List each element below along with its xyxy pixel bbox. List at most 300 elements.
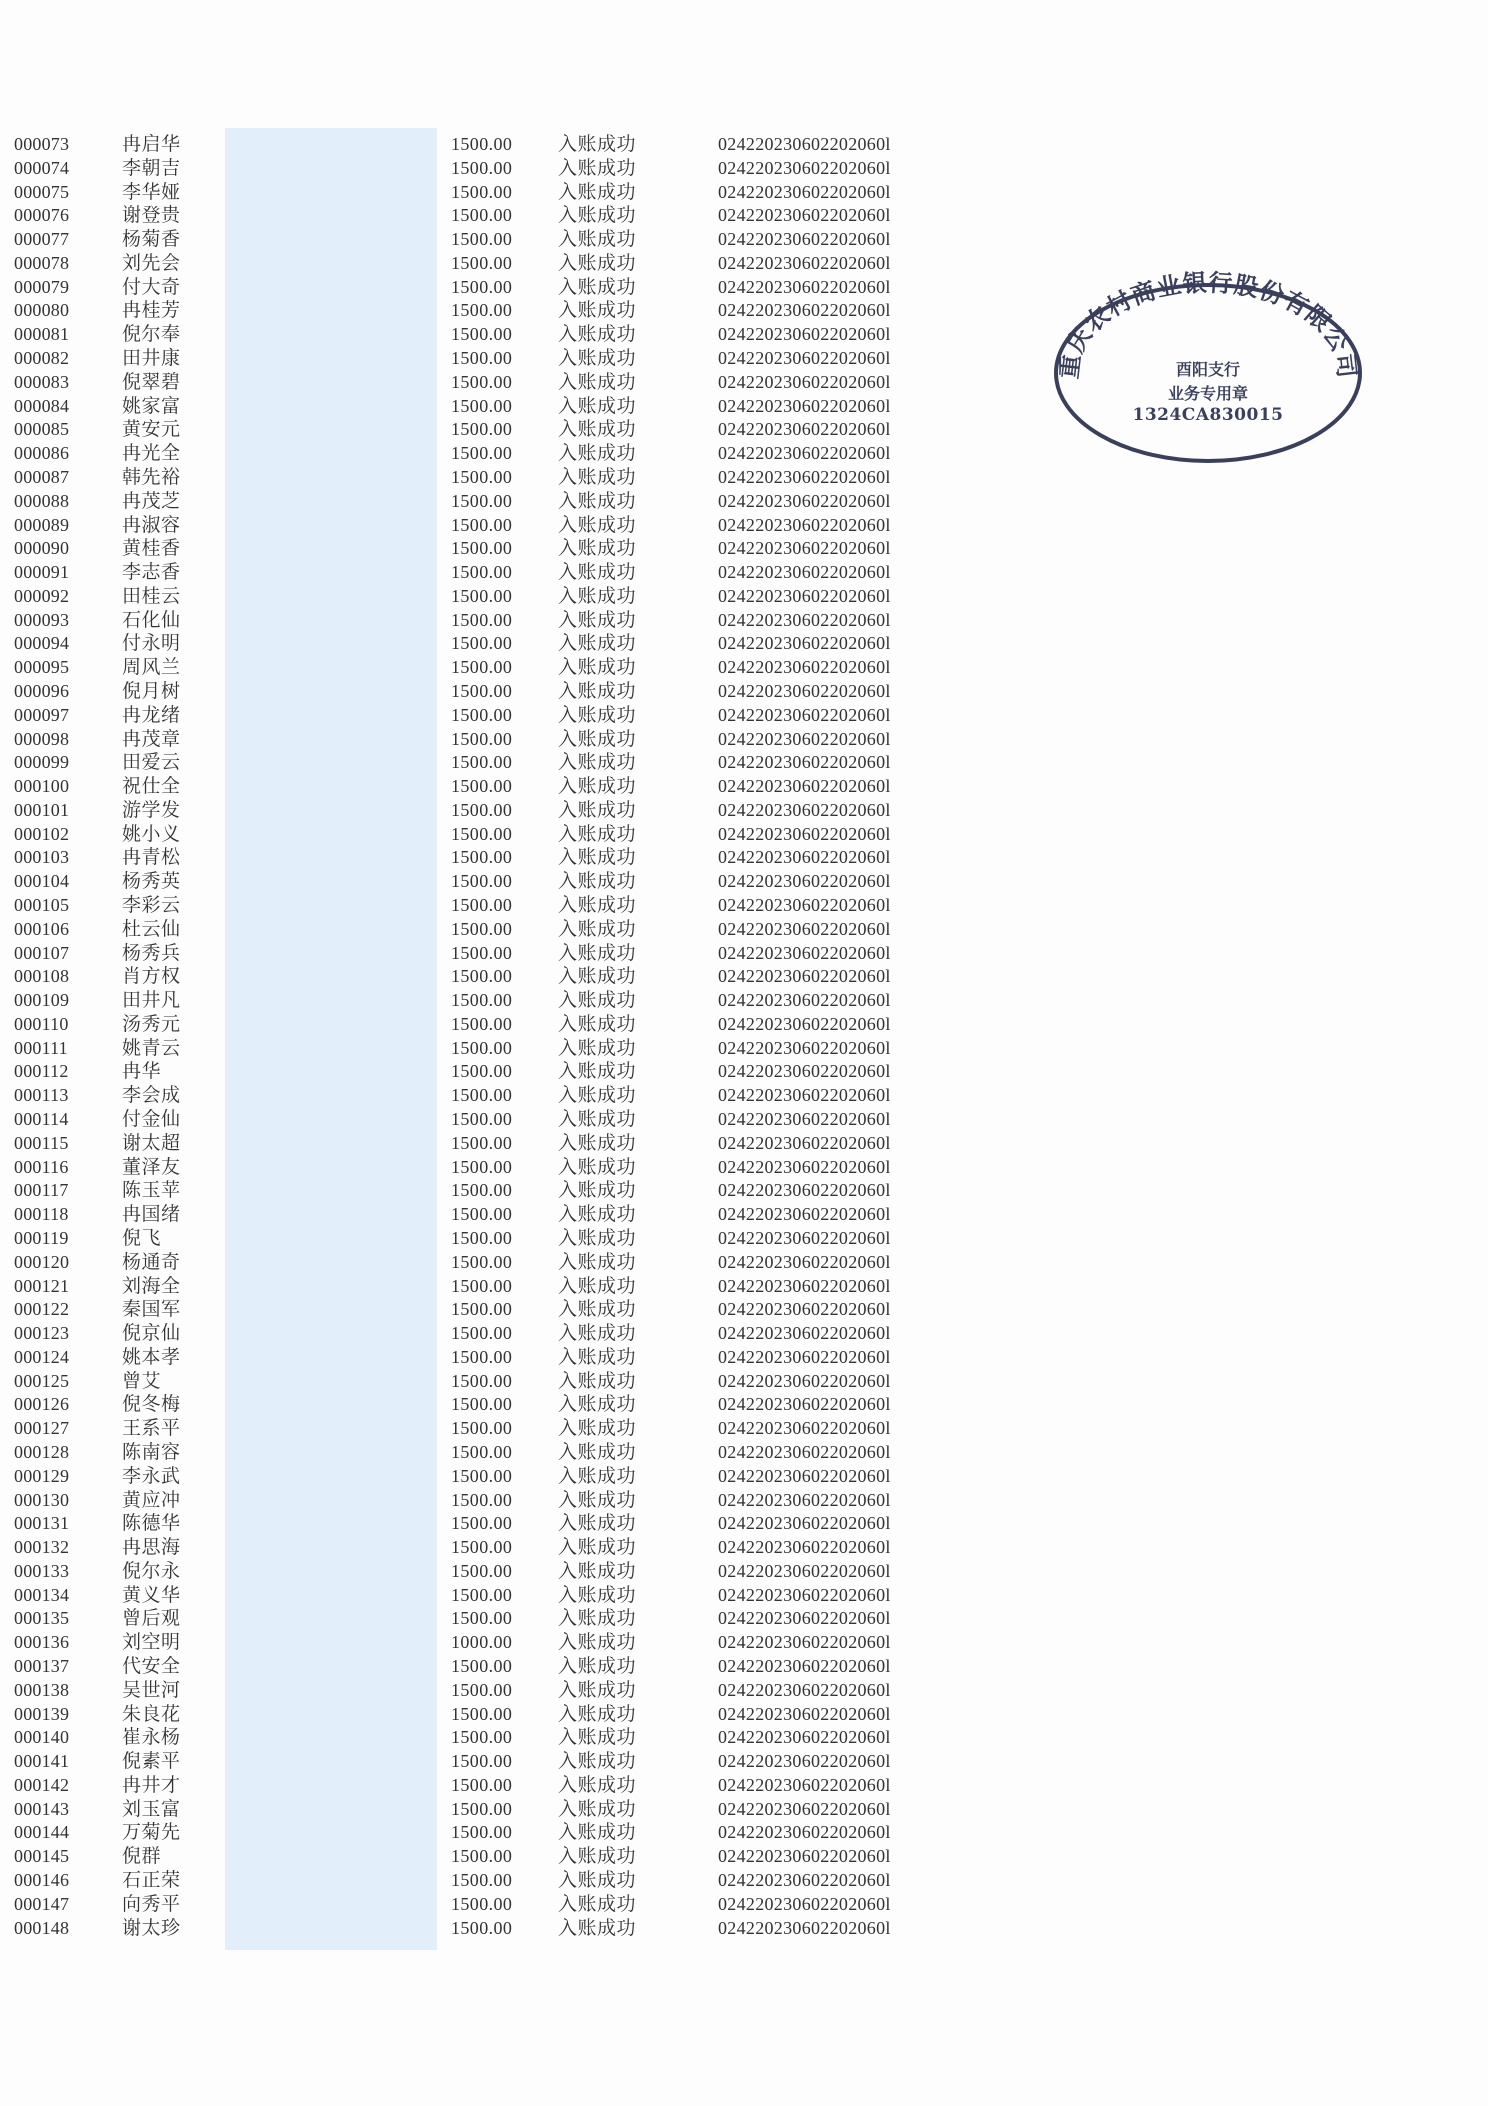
payee-name: 谢太珍 [122, 1916, 181, 1939]
transaction-reference: 024220230602202060l [718, 1917, 891, 1938]
payee-name: 杨秀兵 [122, 941, 181, 964]
payee-name: 黄应冲 [122, 1488, 181, 1511]
payment-status: 入账成功 [558, 751, 637, 774]
payment-status: 入账成功 [558, 1274, 637, 1297]
payment-status: 入账成功 [558, 989, 637, 1012]
transaction-reference: 024220230602202060l [718, 1085, 891, 1106]
record-number: 000111 [14, 1037, 68, 1058]
payment-status: 入账成功 [558, 513, 637, 536]
table-row [0, 181, 1488, 205]
payee-name: 万菊先 [122, 1821, 181, 1844]
payment-status: 入账成功 [558, 1440, 637, 1463]
record-number: 000080 [14, 300, 70, 321]
payment-amount: 1500.00 [451, 609, 513, 630]
payment-amount: 1500.00 [451, 1727, 513, 1748]
payee-name: 陈南容 [122, 1440, 181, 1463]
record-number: 000100 [14, 776, 70, 797]
payment-amount: 1500.00 [451, 443, 513, 464]
transaction-reference: 024220230602202060l [718, 1037, 891, 1058]
payment-status: 入账成功 [558, 1179, 637, 1202]
payee-name: 黄桂香 [122, 537, 181, 560]
transaction-reference: 024220230602202060l [718, 918, 891, 939]
payee-name: 朱良花 [122, 1702, 181, 1725]
transaction-reference: 024220230602202060l [718, 276, 891, 297]
table-row [0, 1655, 1488, 1679]
transaction-reference: 024220230602202060l [718, 1513, 891, 1534]
record-number: 000106 [14, 918, 70, 939]
payee-name: 田井凡 [122, 989, 181, 1012]
record-number: 000089 [14, 514, 70, 535]
transaction-reference: 024220230602202060l [718, 942, 891, 963]
table-row [0, 1251, 1488, 1275]
table-row [0, 537, 1488, 561]
payment-status: 入账成功 [558, 1226, 637, 1249]
payee-name: 韩先裕 [122, 465, 181, 488]
table-row [0, 656, 1488, 680]
record-number: 000076 [14, 205, 70, 226]
table-row [0, 1275, 1488, 1299]
transaction-reference: 024220230602202060l [718, 419, 891, 440]
record-number: 000087 [14, 466, 70, 487]
record-number: 000133 [14, 1560, 70, 1581]
payment-status: 入账成功 [558, 679, 637, 702]
payee-name: 杨秀英 [122, 870, 181, 893]
payee-name: 刘玉富 [122, 1797, 181, 1820]
table-row [0, 751, 1488, 775]
payment-amount: 1500.00 [451, 1608, 513, 1629]
payment-amount: 1500.00 [451, 1204, 513, 1225]
transaction-reference: 024220230602202060l [718, 1537, 891, 1558]
table-row [0, 942, 1488, 966]
table-row [0, 204, 1488, 228]
payment-amount: 1500.00 [451, 562, 513, 583]
payee-name: 石正荣 [122, 1869, 181, 1892]
payment-amount: 1500.00 [451, 1251, 513, 1272]
payment-status: 入账成功 [558, 822, 637, 845]
record-number: 000134 [14, 1584, 70, 1605]
payment-amount: 1500.00 [451, 1584, 513, 1605]
table-row [0, 1203, 1488, 1227]
record-number: 000121 [14, 1275, 70, 1296]
table-row [0, 228, 1488, 252]
payment-amount: 1500.00 [451, 1180, 513, 1201]
payment-amount: 1500.00 [451, 1275, 513, 1296]
payment-amount: 1500.00 [451, 776, 513, 797]
payment-status: 入账成功 [558, 727, 637, 750]
payee-name: 田桂云 [122, 584, 181, 607]
record-number: 000081 [14, 324, 70, 345]
table-row [0, 585, 1488, 609]
table-row [0, 1703, 1488, 1727]
payee-name: 周风兰 [122, 656, 181, 679]
record-number: 000141 [14, 1751, 70, 1772]
payment-amount: 1500.00 [451, 942, 513, 963]
record-number: 000099 [14, 752, 70, 773]
table-row [0, 1108, 1488, 1132]
payee-name: 倪月树 [122, 679, 181, 702]
table-row [0, 775, 1488, 799]
table-row [0, 1893, 1488, 1917]
table-row [0, 846, 1488, 870]
payment-amount: 1500.00 [451, 633, 513, 654]
transaction-reference: 024220230602202060l [718, 205, 891, 226]
payment-amount: 1500.00 [451, 1870, 513, 1891]
table-row [0, 1726, 1488, 1750]
transaction-reference: 024220230602202060l [718, 1013, 891, 1034]
payment-amount: 1500.00 [451, 134, 513, 154]
record-number: 000144 [14, 1822, 70, 1843]
payee-name: 田爱云 [122, 751, 181, 774]
transaction-reference: 024220230602202060l [718, 395, 891, 416]
payment-status: 入账成功 [558, 656, 637, 679]
payment-status: 入账成功 [558, 1512, 637, 1535]
record-number: 000109 [14, 990, 70, 1011]
transaction-reference: 024220230602202060l [718, 704, 891, 725]
payment-status: 入账成功 [558, 1417, 637, 1440]
table-row [0, 823, 1488, 847]
table-row [0, 1631, 1488, 1655]
record-number: 000084 [14, 395, 70, 416]
seal-bank-name: 重庆农村商业银行股份有限公司 [1054, 267, 1362, 381]
payment-amount: 1500.00 [451, 657, 513, 678]
transaction-reference: 024220230602202060l [718, 680, 891, 701]
table-row [0, 1298, 1488, 1322]
payment-amount: 1500.00 [451, 918, 513, 939]
record-number: 000102 [14, 823, 70, 844]
transaction-reference: 024220230602202060l [718, 1180, 891, 1201]
payment-status: 入账成功 [558, 870, 637, 893]
transaction-reference: 024220230602202060l [718, 1441, 891, 1462]
payment-amount: 1500.00 [451, 990, 513, 1011]
transaction-reference: 024220230602202060l [718, 1465, 891, 1486]
transaction-reference: 024220230602202060l [718, 1679, 891, 1700]
payment-amount: 1500.00 [451, 1489, 513, 1510]
record-number: 000112 [14, 1061, 69, 1082]
payment-amount: 1500.00 [451, 181, 513, 202]
payment-status: 入账成功 [558, 1678, 637, 1701]
payee-name: 李朝吉 [122, 156, 181, 179]
payment-amount: 1500.00 [451, 680, 513, 701]
payment-amount: 1500.00 [451, 1109, 513, 1130]
record-number: 000085 [14, 419, 70, 440]
payment-amount: 1500.00 [451, 895, 513, 915]
transaction-reference: 024220230602202060l [718, 1251, 891, 1272]
table-row [0, 704, 1488, 728]
payee-name: 杜云仙 [122, 917, 181, 940]
transaction-reference: 024220230602202060l [718, 1299, 891, 1320]
transaction-reference: 024220230602202060l [718, 466, 891, 487]
payment-status: 入账成功 [558, 1322, 637, 1345]
table-row [0, 1227, 1488, 1251]
record-number: 000101 [14, 799, 70, 820]
record-number: 000096 [14, 680, 70, 701]
payee-name: 冉启华 [122, 133, 181, 155]
table-row [0, 870, 1488, 894]
transaction-reference: 024220230602202060l [718, 871, 891, 892]
record-number: 000115 [14, 1132, 69, 1153]
payee-name: 曾艾 [122, 1369, 162, 1392]
payment-amount: 1500.00 [451, 1798, 513, 1819]
transaction-reference: 024220230602202060l [718, 1846, 891, 1867]
payment-amount: 1500.00 [451, 1156, 513, 1177]
payee-name: 倪翠碧 [122, 370, 181, 393]
payment-amount: 1500.00 [451, 799, 513, 820]
transaction-reference: 024220230602202060l [718, 585, 891, 606]
table-row [0, 466, 1488, 490]
payee-name: 杨菊香 [122, 228, 181, 251]
transaction-reference: 024220230602202060l [718, 823, 891, 844]
transaction-reference: 024220230602202060l [718, 1632, 891, 1653]
payee-name: 秦国军 [122, 1298, 181, 1321]
payee-name: 付金仙 [122, 1108, 181, 1131]
payment-status: 入账成功 [558, 418, 637, 441]
transaction-reference: 024220230602202060l [718, 1227, 891, 1248]
payment-status: 入账成功 [558, 632, 637, 655]
payment-amount: 1500.00 [451, 348, 513, 369]
payment-status: 入账成功 [558, 561, 637, 584]
transaction-reference: 024220230602202060l [718, 371, 891, 392]
payment-amount: 1500.00 [451, 324, 513, 345]
payment-status: 入账成功 [558, 1488, 637, 1511]
payment-status: 入账成功 [558, 1203, 637, 1226]
transaction-reference: 024220230602202060l [718, 609, 891, 630]
table-row [0, 680, 1488, 704]
record-number: 000116 [14, 1156, 69, 1177]
record-number: 000129 [14, 1465, 70, 1486]
payment-amount: 1500.00 [451, 1656, 513, 1676]
payment-status: 入账成功 [558, 894, 637, 916]
transaction-reference: 024220230602202060l [718, 348, 891, 369]
table-row [0, 1489, 1488, 1513]
payee-name: 冉桂芳 [122, 299, 181, 322]
payee-name: 冉国绪 [122, 1203, 181, 1226]
payment-status: 入账成功 [558, 584, 637, 607]
transaction-reference: 024220230602202060l [718, 1346, 891, 1367]
table-row [0, 1322, 1488, 1346]
transaction-reference: 024220230602202060l [718, 1656, 891, 1676]
payee-name: 姚家富 [122, 394, 181, 417]
payment-status: 入账成功 [558, 1345, 637, 1368]
record-number: 000130 [14, 1489, 70, 1510]
payee-name: 田井康 [122, 347, 181, 370]
payment-status: 入账成功 [558, 608, 637, 631]
record-number: 000077 [14, 229, 70, 250]
payment-status: 入账成功 [558, 1726, 637, 1749]
payment-amount: 1000.00 [451, 1632, 513, 1653]
payment-amount: 1500.00 [451, 1893, 513, 1914]
transaction-reference: 024220230602202060l [718, 1751, 891, 1772]
payment-status: 入账成功 [558, 1845, 637, 1868]
payment-status: 入账成功 [558, 370, 637, 393]
bank-seal-stamp [1048, 265, 1368, 465]
record-number: 000105 [14, 895, 70, 915]
payment-amount: 1500.00 [451, 1394, 513, 1415]
table-row [0, 1560, 1488, 1584]
transaction-reference: 024220230602202060l [718, 1608, 891, 1629]
payment-amount: 1500.00 [451, 871, 513, 892]
transaction-reference: 024220230602202060l [718, 1798, 891, 1819]
record-number: 000122 [14, 1299, 70, 1320]
payee-name: 黄安元 [122, 418, 181, 441]
record-number: 000142 [14, 1774, 70, 1795]
record-number: 000119 [14, 1227, 69, 1248]
payee-name: 刘先会 [122, 251, 181, 274]
table-row [0, 1512, 1488, 1536]
transaction-reference: 024220230602202060l [718, 1560, 891, 1581]
payee-name: 汤秀元 [122, 1012, 181, 1035]
record-number: 000110 [14, 1013, 69, 1034]
payee-name: 黄义华 [122, 1583, 181, 1606]
transaction-reference: 024220230602202060l [718, 1370, 891, 1391]
payee-name: 代安全 [122, 1655, 181, 1677]
transaction-reference: 024220230602202060l [718, 633, 891, 654]
payee-name: 倪京仙 [122, 1322, 181, 1345]
table-row [0, 1536, 1488, 1560]
payment-status: 入账成功 [558, 465, 637, 488]
payee-name: 倪冬梅 [122, 1393, 181, 1416]
table-row [0, 1845, 1488, 1869]
record-number: 000145 [14, 1846, 70, 1867]
record-number: 000104 [14, 871, 70, 892]
payee-name: 崔永杨 [122, 1726, 181, 1749]
payment-status: 入账成功 [558, 1131, 637, 1154]
payment-status: 入账成功 [558, 442, 637, 465]
transaction-reference: 024220230602202060l [718, 776, 891, 797]
transaction-reference: 024220230602202060l [718, 538, 891, 559]
payee-name: 李彩云 [122, 894, 181, 916]
payment-amount: 1500.00 [451, 538, 513, 559]
record-number: 000090 [14, 538, 70, 559]
payment-status: 入账成功 [558, 1393, 637, 1416]
payment-status: 入账成功 [558, 965, 637, 988]
table-row [0, 1584, 1488, 1608]
payment-status: 入账成功 [558, 1750, 637, 1773]
payee-name: 石化仙 [122, 608, 181, 631]
seal-code: 1324CA830015 [1132, 405, 1284, 425]
record-number: 000143 [14, 1798, 70, 1819]
payee-name: 冉茂芝 [122, 489, 181, 512]
payment-amount: 1500.00 [451, 1441, 513, 1462]
transaction-reference: 024220230602202060l [718, 1418, 891, 1439]
transaction-reference: 024220230602202060l [718, 181, 891, 202]
record-number: 000127 [14, 1418, 70, 1439]
table-row [0, 728, 1488, 752]
table-row [0, 1821, 1488, 1845]
payee-name: 刘海全 [122, 1274, 181, 1297]
payee-name: 付大奇 [122, 275, 181, 298]
table-row [0, 561, 1488, 585]
table-row [0, 1179, 1488, 1203]
payee-name: 姚小义 [122, 822, 181, 845]
payment-status: 入账成功 [558, 228, 637, 251]
transaction-reference: 024220230602202060l [718, 252, 891, 273]
transaction-reference: 024220230602202060l [718, 1061, 891, 1082]
transaction-reference: 024220230602202060l [718, 1156, 891, 1177]
payment-amount: 1500.00 [451, 728, 513, 749]
record-number: 000126 [14, 1394, 70, 1415]
payment-amount: 1500.00 [451, 1299, 513, 1320]
payment-amount: 1500.00 [451, 1465, 513, 1486]
table-row [0, 490, 1488, 514]
payment-status: 入账成功 [558, 1559, 637, 1582]
record-number: 000123 [14, 1323, 70, 1344]
payment-amount: 1500.00 [451, 752, 513, 773]
payment-amount: 1500.00 [451, 823, 513, 844]
transaction-reference: 024220230602202060l [718, 1394, 891, 1415]
table-row [0, 965, 1488, 989]
record-number: 000132 [14, 1537, 70, 1558]
payment-status: 入账成功 [558, 1916, 637, 1939]
record-number: 000097 [14, 704, 70, 725]
table-row [0, 1798, 1488, 1822]
transaction-reference: 024220230602202060l [718, 443, 891, 464]
payment-status: 入账成功 [558, 180, 637, 203]
payment-status: 入账成功 [558, 1607, 637, 1630]
table-row [0, 1037, 1488, 1061]
payment-amount: 1500.00 [451, 466, 513, 487]
payment-amount: 1500.00 [451, 1822, 513, 1843]
seal-purpose: 业务专用章 [1167, 384, 1248, 403]
transaction-reference: 024220230602202060l [718, 799, 891, 820]
transaction-reference: 024220230602202060l [718, 134, 891, 154]
transaction-reference: 024220230602202060l [718, 1870, 891, 1891]
transaction-reference: 024220230602202060l [718, 300, 891, 321]
payment-amount: 1500.00 [451, 1323, 513, 1344]
payment-amount: 1500.00 [451, 1013, 513, 1034]
payment-status: 入账成功 [558, 537, 637, 560]
record-number: 000138 [14, 1679, 70, 1700]
transaction-reference: 024220230602202060l [718, 657, 891, 678]
record-number: 000093 [14, 609, 70, 630]
record-number: 000088 [14, 490, 70, 511]
record-number: 000114 [14, 1109, 69, 1130]
payment-amount: 1500.00 [451, 205, 513, 226]
payment-amount: 1500.00 [451, 704, 513, 725]
transaction-reference: 024220230602202060l [718, 990, 891, 1011]
payee-name: 王系平 [122, 1417, 181, 1440]
payment-amount: 1500.00 [451, 419, 513, 440]
payee-name: 倪尔奉 [122, 323, 181, 346]
payee-name: 祝仕全 [122, 775, 181, 798]
record-number: 000140 [14, 1727, 70, 1748]
transaction-reference: 024220230602202060l [718, 728, 891, 749]
payment-status: 入账成功 [558, 1892, 637, 1915]
transaction-reference: 024220230602202060l [718, 229, 891, 250]
payee-name: 姚本孝 [122, 1345, 181, 1368]
record-number: 000075 [14, 181, 70, 202]
transaction-reference: 024220230602202060l [718, 1132, 891, 1153]
table-row [0, 133, 1488, 157]
payment-amount: 1500.00 [451, 1703, 513, 1724]
payment-status: 入账成功 [558, 204, 637, 227]
payment-status: 入账成功 [558, 1536, 637, 1559]
record-number: 000095 [14, 657, 70, 678]
payee-name: 倪飞 [122, 1226, 162, 1249]
table-row [0, 632, 1488, 656]
record-number: 000135 [14, 1608, 70, 1629]
payment-amount: 1500.00 [451, 1679, 513, 1700]
record-number: 000108 [14, 966, 70, 987]
record-number: 000125 [14, 1370, 70, 1391]
payee-name: 陈玉苹 [122, 1179, 181, 1202]
payment-status: 入账成功 [558, 275, 637, 298]
payment-status: 入账成功 [558, 1821, 637, 1844]
record-number: 000136 [14, 1632, 70, 1653]
payment-amount: 1500.00 [451, 395, 513, 416]
transaction-reference: 024220230602202060l [718, 895, 891, 915]
payee-name: 付永明 [122, 632, 181, 655]
payee-name: 游学发 [122, 798, 181, 821]
